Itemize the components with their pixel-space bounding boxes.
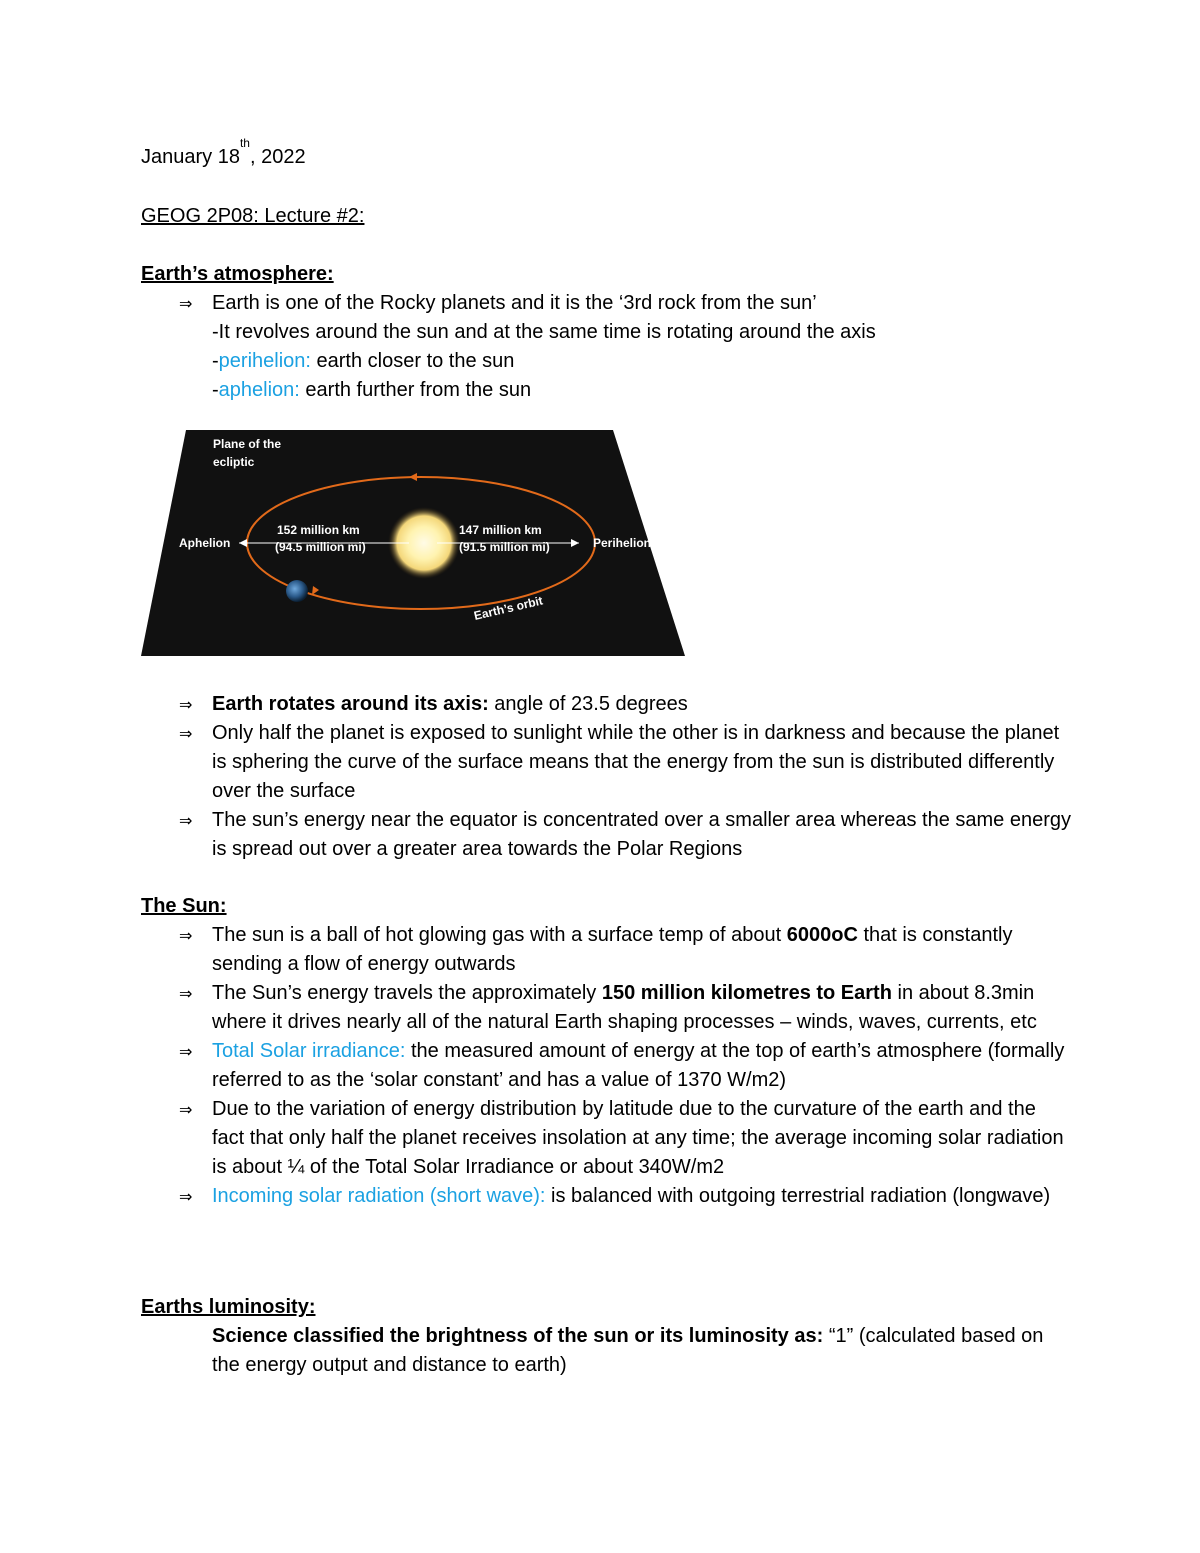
orbit-diagram-svg bbox=[141, 430, 685, 656]
double-right-arrow-icon: ⇒ bbox=[179, 811, 193, 830]
earth-icon bbox=[286, 580, 308, 602]
list-item: ⇒ Due to the variation of energy distribution by latitude due to the curvature of the earth and the fact that only half the planet receives insolation at any time; the average incoming solar radiation is about ¼ of the Total Solar Irradiance or about 340W/m2 bbox=[141, 1095, 1071, 1182]
sun-list bbox=[141, 921, 1071, 1211]
double-right-arrow-icon: ⇒ bbox=[179, 1187, 193, 1206]
atmosphere-list-bottom bbox=[141, 690, 1071, 864]
double-right-arrow-icon: ⇒ bbox=[179, 1042, 193, 1061]
double-right-arrow-icon: ⇒ bbox=[179, 695, 193, 714]
double-right-arrow-icon: ⇒ bbox=[179, 1100, 193, 1119]
section-heading-atmosphere: Earth’s atmosphere: bbox=[141, 263, 334, 285]
list-item: ⇒ Earth rotates around its axis: angle of 23.5 degrees bbox=[141, 690, 1071, 719]
section-heading-luminosity: Earths luminosity: bbox=[141, 1296, 316, 1318]
section-heading-sun: The Sun: bbox=[141, 895, 227, 917]
plane-label-line1: Plane of the bbox=[213, 437, 282, 451]
term-perihelion: perihelion: bbox=[218, 350, 311, 372]
luminosity-paragraph: Science classified the brightness of the sun or its luminosity as: “1” (calculated based on the energy output and distance to earth) bbox=[212, 1325, 1044, 1376]
double-right-arrow-icon: ⇒ bbox=[179, 294, 193, 313]
aphelion-distance-mi: (94.5 million mi) bbox=[275, 540, 366, 554]
list-item: ⇒ The sun is a ball of hot glowing gas with a surface temp of about 6000oC that is constantly sending a flow of energy outwards bbox=[141, 921, 1071, 979]
perihelion-distance-mi: (91.5 million mi) bbox=[459, 540, 550, 554]
double-right-arrow-icon: ⇒ bbox=[179, 724, 193, 743]
atmosphere-list-top bbox=[141, 289, 1071, 405]
perihelion-label: Perihelion bbox=[593, 536, 652, 550]
aphelion-distance-km: 152 million km bbox=[277, 523, 360, 537]
orbit-diagram bbox=[141, 430, 685, 656]
list-item: ⇒ Earth is one of the Rocky planets and it is the ‘3rd rock from the sun’ -It revolves around the sun and at the same time is rotating around the axis -perihelion: earth closer to the sun -aphelion: earth further from the sun bbox=[141, 289, 1071, 405]
lecture-date: January 18th, 2022 bbox=[141, 136, 306, 168]
term-incoming-solar-radiation: Incoming solar radiation (short wave): bbox=[212, 1185, 546, 1207]
double-right-arrow-icon: ⇒ bbox=[179, 984, 193, 1003]
list-item: ⇒ The sun’s energy near the equator is concentrated over a smaller area whereas the same energy is spread out over a greater area towards the Polar Regions bbox=[141, 806, 1071, 864]
list-item: ⇒ The Sun’s energy travels the approximately 150 million kilometres to Earth in about 8.3min where it drives nearly all of the natural Earth shaping processes – winds, waves, currents, etc bbox=[141, 979, 1071, 1037]
term-aphelion: aphelion: bbox=[218, 379, 300, 401]
orbit-label: Earth’s orbit bbox=[472, 593, 545, 623]
plane-label-line2: ecliptic bbox=[213, 455, 255, 469]
list-item: ⇒ Incoming solar radiation (short wave): is balanced with outgoing terrestrial radiation (longwave) bbox=[141, 1182, 1071, 1211]
perihelion-distance-km: 147 million km bbox=[459, 523, 542, 537]
double-right-arrow-icon: ⇒ bbox=[179, 926, 193, 945]
course-title: GEOG 2P08: Lecture #2: bbox=[141, 205, 365, 227]
list-item: ⇒ Total Solar irradiance: the measured amount of energy at the top of earth’s atmosphere (formally referred to as the ‘solar constant’ and has a value of 1370 W/m2) bbox=[141, 1037, 1071, 1095]
list-item: ⇒ Only half the planet is exposed to sunlight while the other is in darkness and because the planet is sphering the curve of the surface means that the energy from the sun is distributed differently over the surface bbox=[141, 719, 1071, 806]
term-total-solar-irradiance: Total Solar irradiance: bbox=[212, 1040, 406, 1062]
aphelion-label: Aphelion bbox=[179, 536, 231, 550]
